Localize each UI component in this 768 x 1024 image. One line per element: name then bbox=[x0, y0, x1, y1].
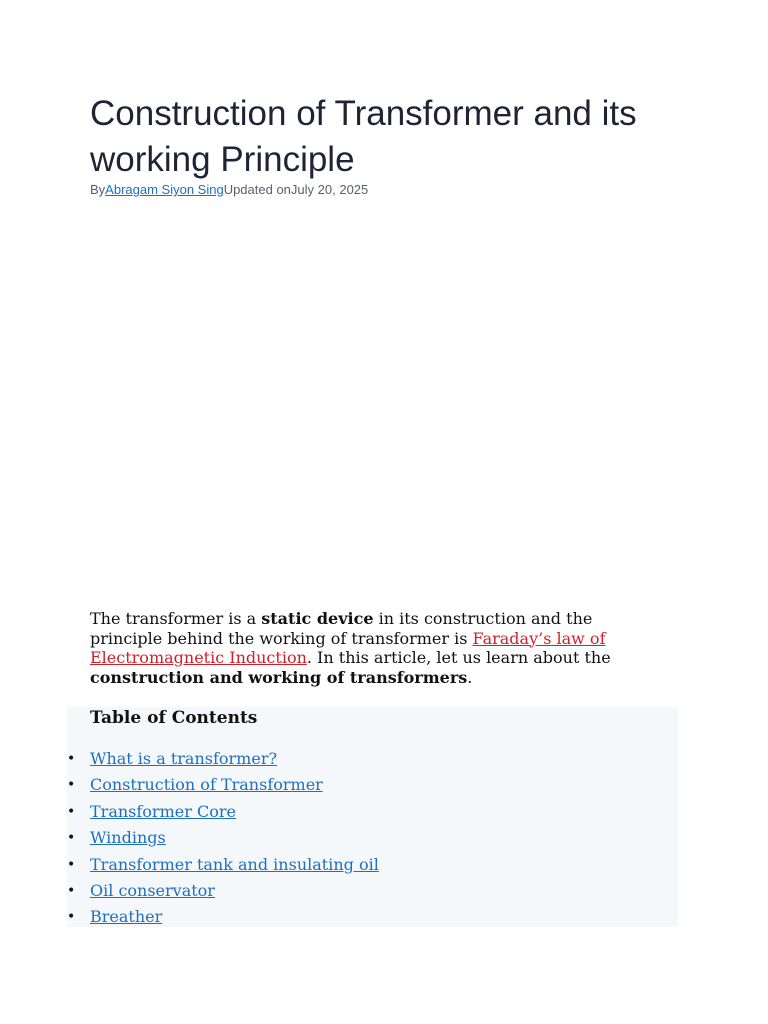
toc-item bbox=[67, 825, 379, 851]
bullet-icon: • bbox=[67, 777, 76, 794]
toc-link-what-is-transformer[interactable]: What is a transformer? bbox=[90, 749, 278, 768]
toc-link-oil-conservator[interactable]: Oil conservator bbox=[90, 880, 215, 900]
toc-item bbox=[67, 878, 379, 904]
bullet-icon: • bbox=[67, 803, 76, 820]
toc-link-windings[interactable]: Windings bbox=[90, 828, 166, 848]
toc-link-core[interactable]: Transformer Core bbox=[90, 801, 236, 821]
updated-label: Updated on bbox=[223, 182, 291, 197]
intro-bold-construction: construction and working of transformers bbox=[90, 667, 468, 687]
bullet-icon: • bbox=[67, 751, 76, 767]
author-link[interactable]: Abragam Siyon Sing bbox=[105, 182, 224, 197]
toc-item bbox=[67, 799, 379, 825]
table-of-contents bbox=[67, 707, 678, 927]
article-title: Construction of Transformer and its working Principle bbox=[90, 94, 637, 179]
toc-title: Table of Contents bbox=[90, 708, 258, 728]
faraday-law-link[interactable]: Faraday’s law of Electromagnetic Induction bbox=[90, 628, 606, 667]
toc-link-construction[interactable]: Construction of Transformer bbox=[90, 775, 323, 795]
bullet-icon: • bbox=[67, 909, 76, 926]
bullet-icon: • bbox=[67, 882, 76, 899]
toc-item bbox=[67, 904, 379, 930]
toc-list bbox=[67, 746, 379, 931]
byline bbox=[90, 182, 368, 198]
bullet-icon: • bbox=[67, 856, 76, 873]
intro-text-4: . bbox=[467, 667, 473, 687]
toc-item bbox=[67, 746, 379, 772]
publish-date: July 20, 2025 bbox=[290, 182, 369, 197]
intro-text-2: in its construction and the principle behind the working of transformer is bbox=[90, 609, 593, 648]
intro-text-3: . In this article, let us learn about the bbox=[306, 648, 611, 667]
bullet-icon: • bbox=[67, 830, 76, 847]
intro-bold-static-device: static device bbox=[261, 609, 374, 628]
toc-link-breather[interactable]: Breather bbox=[90, 907, 163, 927]
intro-paragraph bbox=[90, 609, 650, 687]
ad-placeholder bbox=[90, 215, 678, 595]
toc-item bbox=[67, 852, 379, 878]
intro-text-1: The transformer is a bbox=[90, 609, 262, 628]
toc-link-tank-oil[interactable]: Transformer tank and insulating oil bbox=[90, 854, 379, 874]
toc-item bbox=[67, 772, 379, 798]
by-label: By bbox=[90, 182, 106, 197]
